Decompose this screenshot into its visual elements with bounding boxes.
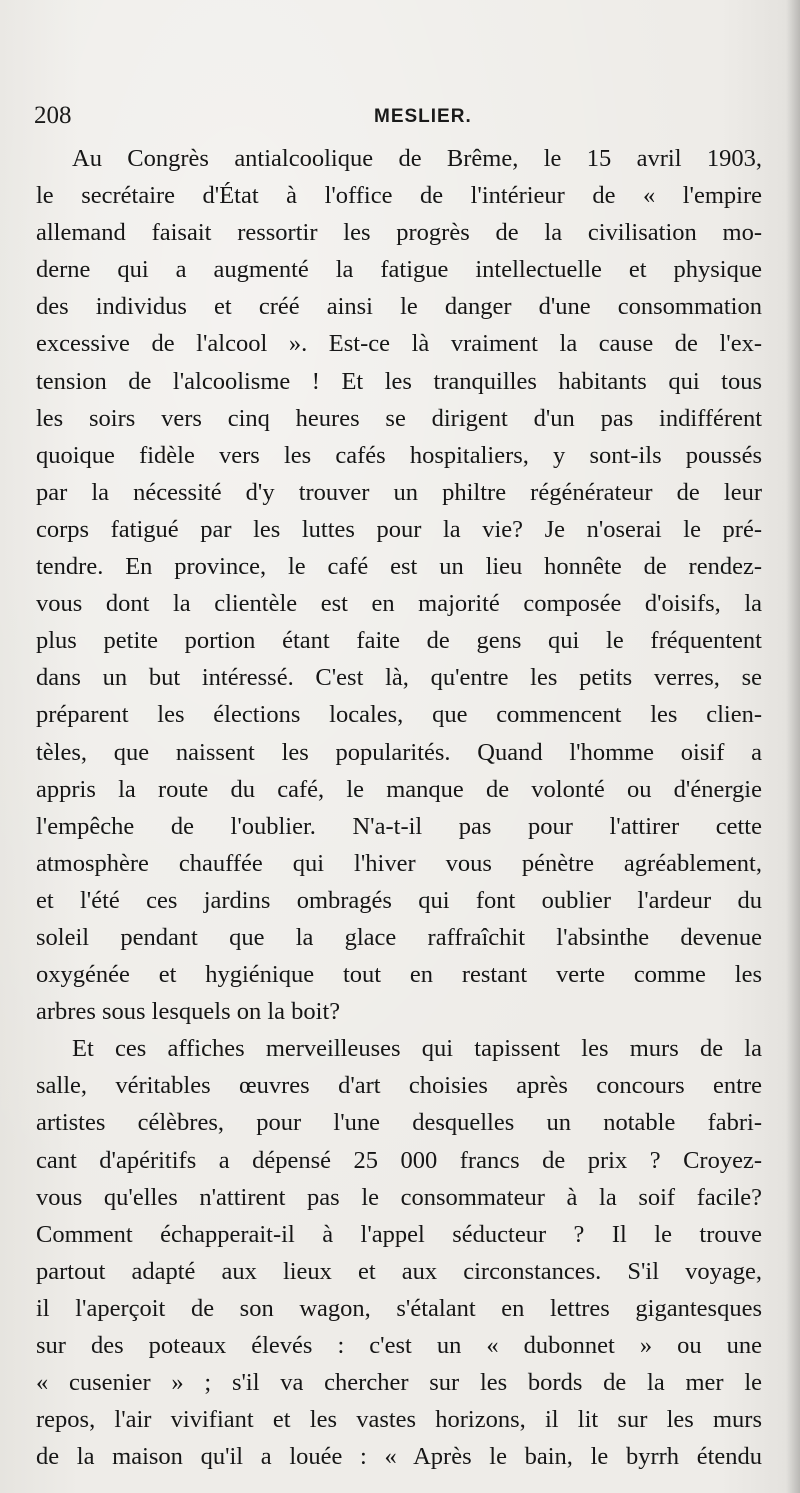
text-line: oxygénée et hygiénique tout en restant verte comme les: [36, 961, 762, 989]
text-line: sur des poteaux élevés : c'est un « dubonnet » ou une: [36, 1332, 762, 1359]
text-line: excessive de l'alcool ». Est-ce là vraiment la cause de l'ex-: [36, 330, 762, 358]
text-line: vous qu'elles n'attirent pas le consommateur à la soif facile?: [36, 1183, 762, 1211]
text-line: arbres sous lesquels on la boit?: [36, 998, 341, 1026]
text-line: des individus et créé ainsi le danger d'une consommation: [36, 293, 762, 321]
text-line: derne qui a augmenté la fatigue intellectuelle et physique: [36, 256, 762, 284]
text-line: Au Congrès antialcoolique de Brême, le 15 avril 1903,: [72, 145, 762, 172]
text-line: tension de l'alcoolisme ! Et les tranquilles habitants qui tous: [36, 367, 762, 395]
text-line: artistes célèbres, pour l'une desquelles un notable fabri-: [36, 1109, 762, 1137]
text-line: dans un but intéressé. C'est là, qu'entre les petits verres, se: [36, 664, 762, 692]
text-line: « cusenier » ; s'il va chercher sur les bords de la mer le: [36, 1369, 762, 1397]
text-line: allemand faisait ressortir les progrès de la civilisation mo-: [36, 219, 762, 247]
text-line: vous dont la clientèle est en majorité composée d'oisifs, la: [36, 590, 762, 618]
text-line: et l'été ces jardins ombragés qui font oublier l'ardeur du: [36, 886, 762, 914]
text-line: repos, l'air vivifiant et les vastes horizons, il lit sur les murs: [36, 1406, 762, 1434]
text-line: tèles, que naissent les popularités. Quand l'homme oisif a: [36, 738, 762, 766]
page-header: [34, 100, 754, 136]
text-line: salle, véritables œuvres d'art choisies après concours entre: [36, 1072, 762, 1100]
text-line: préparent les élections locales, que commencent les clien-: [36, 701, 762, 729]
body-text: [36, 140, 762, 1475]
text-line: Et ces affiches merveilleuses qui tapissent les murs de la: [72, 1035, 762, 1063]
binding-shadow: [786, 0, 800, 1493]
text-line: plus petite portion étant faite de gens qui le fréquentent: [36, 627, 762, 655]
text-line: l'empêche de l'oublier. N'a-t-il pas pour l'attirer cette: [36, 812, 762, 840]
text-line: il l'aperçoit de son wagon, s'étalant en lettres gigantesques: [36, 1294, 762, 1322]
text-line: par la nécessité d'y trouver un philtre régénérateur de leur: [36, 478, 762, 506]
text-line: soleil pendant que la glace raffraîchit l'absinthe devenue: [36, 923, 762, 951]
text-line: cant d'apéritifs a dépensé 25 000 francs de prix ? Croyez-: [36, 1146, 762, 1174]
paragraph: [36, 1030, 762, 1475]
text-line: appris la route du café, le manque de volonté ou d'énergie: [36, 775, 762, 803]
text-line: atmosphère chauffée qui l'hiver vous pénètre agréablement,: [36, 849, 762, 877]
running-head: MESLIER.: [374, 106, 472, 127]
text-line: corps fatigué par les luttes pour la vie? Je n'oserai le pré-: [36, 515, 762, 543]
text-line: le secrétaire d'État à l'office de l'intérieur de « l'empire: [36, 182, 762, 210]
text-line: tendre. En province, le café est un lieu honnête de rendez-: [36, 553, 762, 581]
text-line: partout adapté aux lieux et aux circonstances. S'il voyage,: [36, 1257, 762, 1285]
text-line: de la maison qu'il a louée : « Après le bain, le byrrh étendu: [36, 1443, 762, 1471]
text-line: Comment échapperait-il à l'appel séducteur ? Il le trouve: [36, 1220, 762, 1248]
text-line: quoique fidèle vers les cafés hospitaliers, y sont-ils poussés: [36, 441, 762, 469]
page-number: 208: [34, 102, 72, 129]
paragraph: [36, 140, 762, 1030]
text-line: les soirs vers cinq heures se dirigent d'un pas indifférent: [36, 404, 762, 432]
